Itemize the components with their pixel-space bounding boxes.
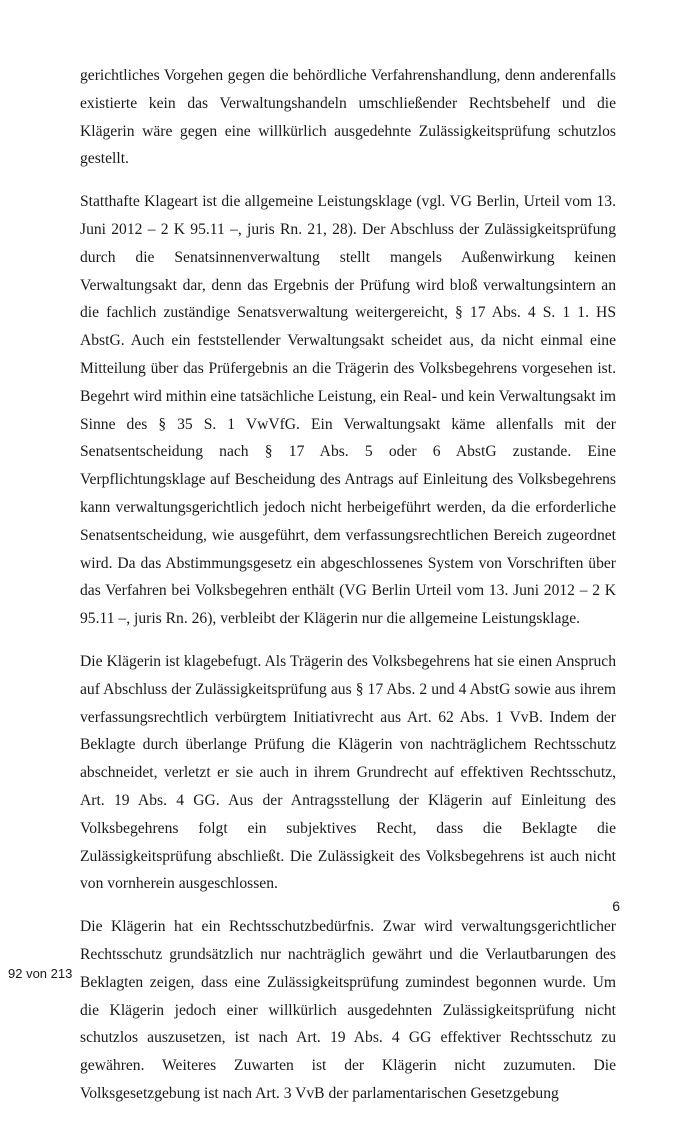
page-counter: 92 von 213 — [8, 966, 73, 981]
paragraph-3: Die Klägerin ist klagebefugt. Als Trägerin des Volksbegehrens hat sie einen Anspruch auf Abschluss der Zulässigkeitsprüfung aus § 17 Abs. 2 und 4 AbstG sowie aus ihrem verfassungsrechtlich verbürgtem Initiativrecht aus Art. 62 Abs. 1 VvB. Indem der Beklagte durch überlange Prüfung die Klägerin von nachträglichem Rechtsschutz abschneidet, verletzt er sie auch in ihrem Grundrecht auf effektiven Rechtsschutz, Art. 19 Abs. 4 GG. Aus der Antragsstellung der Klägerin auf Einleitung des Volksbegehrens folgt ein subjektives Recht, dass die Beklagte die Zulässigkeitsprüfung abschließt. Die Zulässigkeit des Volksbegehrens ist auch nicht von vornherein ausgeschlossen. — [80, 652, 616, 893]
paragraph-1: gerichtliches Vorgehen gegen die behördliche Verfahrenshandlung, denn anderenfalls existierte kein das Verwaltungshandeln umschließender Rechtsbehelf und die Klägerin wäre gegen eine willkürlich ausgedehnte Zulässigkeitsprüfung schutzlos gestellt. — [80, 67, 616, 168]
page-number: 6 — [612, 898, 620, 914]
paragraph-2: Statthafte Klageart ist die allgemeine Leistungsklage (vgl. VG Berlin, Urteil vom 13. Juni 2012 – 2 K 95.11 –, juris Rn. 21, 28). Der Abschluss der Zulässigkeitsprüfung durch die Senatsinnenverwaltung stellt mangels Außenwirkung keinen Verwaltungsakt dar, denn das Ergebnis der Prüfung wird bloß verwaltungsintern an die fachlich zuständige Senatsverwaltung weitergereicht, § 17 Abs. 4 S. 1 1. HS AbstG. Auch ein feststellender Verwaltungsakt scheidet aus, da nicht einmal eine Mitteilung über das Prüfergebnis an die Trägerin des Volksbegehrens vorgesehen ist. Begehrt wird mithin eine tatsächliche Leistung, ein Real- und kein Verwaltungsakt im Sinne des § 35 S. 1 VwVfG. Ein Verwaltungsakt käme allenfalls mit der Senatsentscheidung nach § 17 Abs. 5 oder 6 AbstG zustande. Eine Verpflichtungsklage auf Bescheidung des Antrags auf Einleitung des Volksbegehrens kann verwaltungsgerichtlich jedoch nicht herbeigeführt werden, da die erforderliche Senatsentscheidung, wie ausgeführt, dem verfassungsrechtlichen Bereich zugeordnet wird. Da das Abstimmungsgesetz ein abgeschlossenes System von Vorschriften über das Verfahren bei Volksbegehren enthält (VG Berlin Urteil vom 13. Juni 2012 – 2 K 95.11 –, juris Rn. 26), verbleibt der Klägerin nur die allgemeine Leistungsklage. — [80, 193, 616, 628]
paragraph-4: Die Klägerin hat ein Rechtsschutzbedürfnis. Zwar wird verwaltungsgerichtlicher Rechtsschutz grundsätzlich nur nachträglich gewährt und die Verlautbarungen des Beklagten zeigen, dass eine Zulässigkeitsprüfung zumindest begonnen wurde. Um die Klägerin jedoch einer willkürlich ausgedehnten Zulässigkeitsprüfung nicht schutzlos auszusetzen, ist nach Art. 19 Abs. 4 GG effektiver Rechtsschutz zu gewähren. Weiteres Zuwarten ist der Klägerin nicht zuzumuten. Die Volksgesetzgebung ist nach Art. 3 VvB der parlamentarischen Gesetzgebung — [80, 918, 616, 1102]
document-body — [80, 62, 616, 1123]
